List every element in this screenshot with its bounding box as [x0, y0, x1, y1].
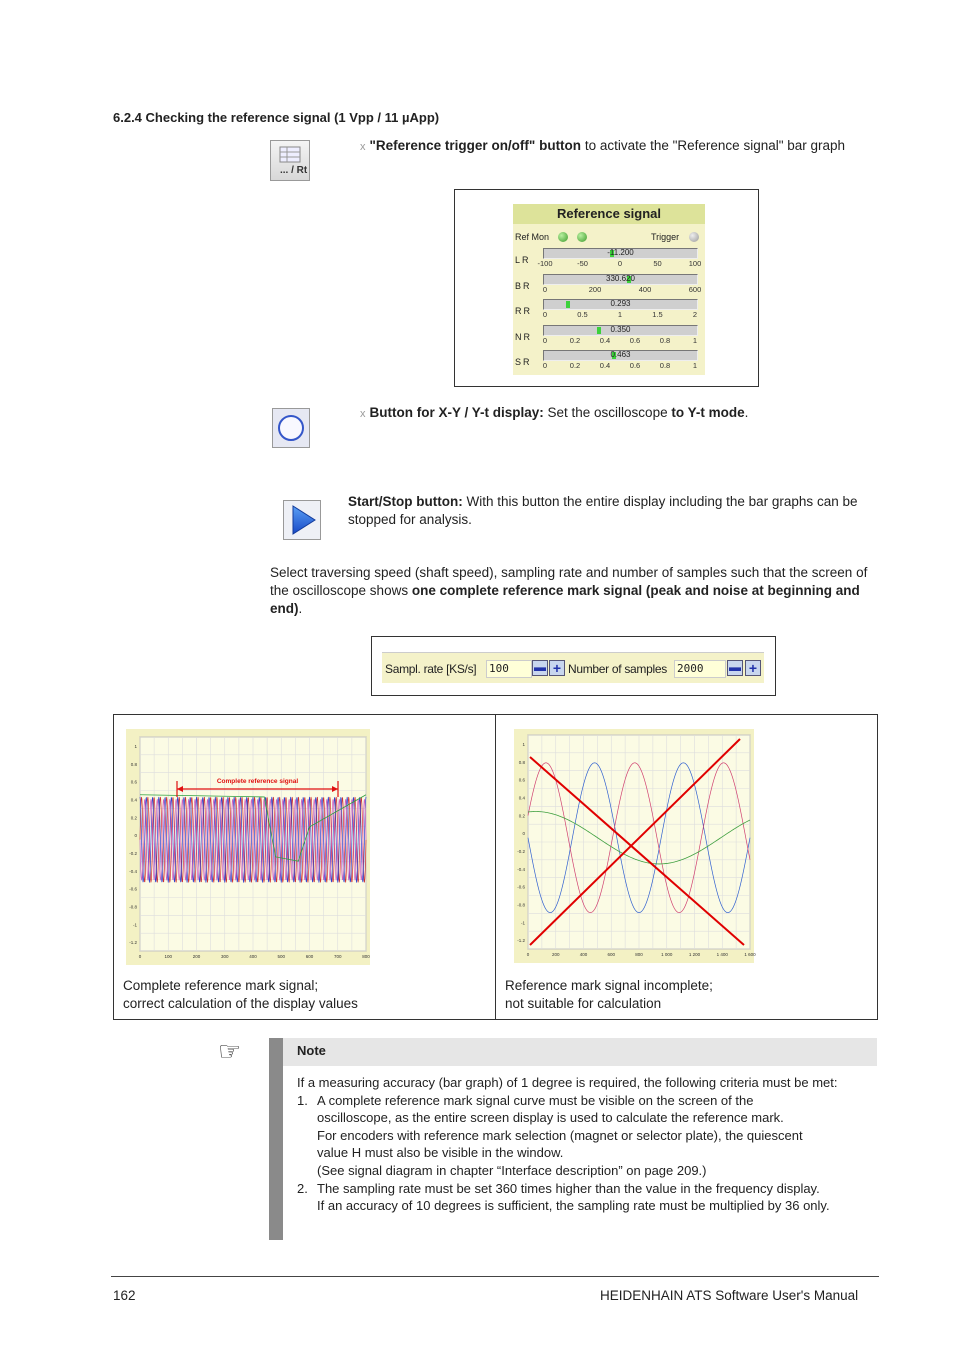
bold-text: Button for X-Y / Y-t display: — [369, 405, 544, 420]
tick-label: 0 — [542, 310, 548, 319]
tick-label: 0.8 — [659, 335, 671, 345]
y-tick-label: -1.2 — [129, 940, 137, 946]
bar-graph — [543, 325, 698, 336]
note-side-bar — [269, 1038, 283, 1240]
x-tick-label: 600 — [305, 954, 314, 959]
bar-graph — [543, 299, 698, 310]
x-tick-label: 600 — [607, 952, 616, 957]
bold-text: one complete reference mark signal (peak and noise at beginning and end) — [270, 583, 860, 616]
incomplete-signal-chart — [514, 729, 754, 963]
panel-title: Reference signal — [513, 204, 705, 224]
y-tick-label: -0.6 — [517, 884, 525, 890]
trigger-label: Trigger — [651, 232, 680, 242]
item-text: If an accuracy of 10 degrees is sufficient, the sampling rate must be multiplied by 36 only. — [317, 1198, 830, 1214]
y-tick-label: 0.4 — [518, 795, 525, 801]
y-tick-label: 0.8 — [130, 761, 137, 767]
item-text: A complete reference mark signal curve must be visible on the screen of the — [317, 1092, 754, 1108]
sample-rate-plus-button[interactable]: + — [549, 660, 565, 676]
start-stop-description — [348, 493, 868, 529]
ref-mon-label: Ref Mon — [515, 232, 550, 242]
x-tick-label: 0 — [526, 952, 530, 957]
item-text: For encoders with reference mark selection (magnet or selector plate), the quiescent — [317, 1127, 803, 1143]
bar-value: 0.463 — [610, 350, 631, 359]
bullet: x — [360, 408, 366, 420]
note-header — [283, 1038, 877, 1066]
figure-table — [113, 714, 878, 1020]
samples-label: Number of samples — [568, 662, 667, 676]
right-caption — [505, 977, 713, 1013]
right-caption-line-1: Reference mark signal incomplete; — [505, 978, 713, 993]
x-tick-label: 800 — [362, 954, 370, 959]
x-tick-label: 200 — [192, 954, 201, 959]
tick-label: 0.8 — [659, 361, 671, 370]
bar-label: RR — [515, 306, 532, 316]
samples-minus-button[interactable]: ▬ — [729, 660, 741, 674]
tick-label: 0 — [542, 335, 548, 345]
text: Set the oscilloscope — [543, 405, 672, 420]
ref-trigger-description — [360, 137, 890, 156]
tick-label: 0 — [542, 361, 548, 370]
play-icon — [283, 500, 321, 540]
tick-label: 1 — [692, 361, 698, 370]
y-tick-label: -0.6 — [129, 886, 137, 892]
sample-rate-minus-button[interactable]: ▬ — [534, 660, 546, 674]
tick-label: 1 — [692, 335, 698, 345]
y-tick-label: 1 — [522, 741, 525, 747]
tick-label: 200 — [588, 284, 602, 294]
tick-label: 1.5 — [652, 310, 663, 319]
y-tick-label: 1 — [134, 743, 137, 749]
y-tick-label: 0.6 — [518, 777, 525, 783]
note-item-2 — [297, 1180, 875, 1215]
y-tick-label: 0.6 — [130, 779, 137, 785]
tick-label: 0.4 — [599, 335, 611, 345]
tick-label: 0.6 — [629, 335, 641, 345]
ref-mon-led-1 — [558, 232, 568, 242]
right-caption-line-2: not suitable for calculation — [505, 996, 662, 1011]
y-tick-label: 0.4 — [130, 797, 137, 803]
bold-text: "Reference trigger on/off" button — [369, 138, 582, 153]
bar-value: 0.293 — [610, 299, 631, 308]
y-tick-label: 0.2 — [518, 813, 525, 819]
reference-trigger-button-icon — [270, 140, 310, 181]
y-tick-label: -0.8 — [129, 904, 137, 910]
trigger-led — [689, 232, 699, 242]
y-tick-label: -0.2 — [129, 850, 137, 856]
bar-label: BR — [515, 280, 532, 291]
bold-text-2: to Y-t mode — [671, 405, 745, 420]
tick-label: 0 — [542, 284, 548, 294]
sample-rate-label: Sampl. rate [KS/s] — [385, 662, 477, 676]
item-text: oscilloscope, as the entire screen display is used to calculate the reference mark. — [317, 1110, 784, 1126]
item-number: 1. — [297, 1092, 308, 1108]
bar-value: 330.620 — [606, 273, 635, 283]
x-tick-label: 1 200 — [688, 952, 701, 957]
x-tick-label: 100 — [164, 954, 173, 959]
text: Select traversing speed (shaft speed), sampling rate and number of samples such that the screen of the oscilloscope shows — [270, 565, 868, 598]
x-tick-label: 400 — [579, 952, 588, 957]
bar-row-rr — [513, 299, 705, 323]
bar-graph — [543, 350, 698, 361]
bar-label: NR — [515, 331, 532, 342]
tick-label: -100 — [537, 259, 553, 268]
sample-rate-input[interactable]: 100 — [486, 660, 532, 678]
select-paragraph — [270, 564, 875, 618]
footer-title: HEIDENHAIN ATS Software User's Manual — [600, 1288, 859, 1303]
bar-label: SR — [515, 357, 532, 367]
footer-rule — [111, 1276, 879, 1277]
complete-signal-chart — [126, 729, 370, 965]
y-tick-label: 0 — [522, 831, 525, 837]
item-number: 2. — [297, 1180, 308, 1196]
item-text: (See signal diagram in chapter “Interface description” on page 209.) — [317, 1162, 707, 1178]
note-intro: If a measuring accuracy (bar graph) of 1 degree is required, the following criteria must be met: — [297, 1075, 838, 1090]
tick-label: 100 — [688, 259, 702, 268]
bar-graph — [543, 248, 698, 259]
y-tick-label: 0.8 — [518, 759, 525, 765]
x-tick-label: 200 — [551, 952, 560, 957]
section-heading: 6.2.4 Checking the reference signal (1 Vpp / 11 µApp) — [113, 110, 440, 125]
bar-row-br — [513, 274, 705, 298]
y-tick-label: -0.4 — [129, 868, 137, 874]
text-end: . — [744, 405, 749, 420]
y-tick-label: -1 — [132, 922, 137, 928]
left-caption — [123, 977, 358, 1013]
table-divider — [495, 715, 496, 1019]
x-tick-label: 0 — [138, 954, 142, 959]
y-tick-label: -1.2 — [517, 938, 525, 944]
text: With this button the entire display including the bar graphs can be stopped for analysis. — [348, 494, 858, 527]
x-tick-label: 1 600 — [744, 952, 756, 957]
bar-graph — [543, 274, 698, 285]
left-caption-line-2: correct calculation of the display values — [123, 996, 358, 1011]
sample-settings-figure — [371, 636, 776, 696]
bar-row-lr — [513, 248, 705, 272]
pointing-hand-icon: ☞ — [218, 1036, 242, 1066]
tick-label: 0.5 — [577, 310, 588, 319]
tick-label: 400 — [638, 284, 652, 294]
tick-label: 0.6 — [629, 361, 641, 370]
samples-plus-button[interactable]: + — [745, 660, 761, 676]
y-tick-label: 0.2 — [130, 815, 137, 821]
y-tick-label: -0.8 — [517, 902, 525, 908]
x-tick-label: 400 — [249, 954, 257, 959]
bar-label: LR — [515, 255, 531, 265]
y-tick-label: -1 — [520, 920, 525, 926]
tick-label: 600 — [688, 284, 702, 294]
bar-row-nr — [513, 325, 705, 349]
tick-label: 0.4 — [599, 361, 611, 370]
text: to activate the "Reference signal" bar graph — [581, 138, 846, 153]
x-tick-label: 700 — [333, 954, 342, 959]
tick-label: 1 — [617, 310, 623, 319]
bar-value: -11.200 — [607, 248, 634, 257]
sample-settings-bar — [382, 652, 764, 683]
reference-signal-figure — [454, 189, 759, 387]
y-tick-label: 0 — [134, 833, 137, 839]
tick-label: 0.2 — [569, 335, 581, 345]
tick-label: -50 — [577, 259, 588, 268]
bar-row-sr — [513, 350, 705, 374]
samples-input[interactable]: 2000 — [674, 660, 726, 678]
ref-mon-led-2 — [577, 232, 587, 242]
span-annotation: Complete reference signal — [216, 778, 299, 785]
item-text: value H must also be visible in the window. — [317, 1145, 564, 1161]
bullet: x — [360, 141, 366, 153]
note-heading: Note — [297, 1043, 326, 1058]
tick-label: 50 — [653, 259, 662, 268]
icon-label: ... / Rt — [280, 165, 308, 176]
text-end: . — [298, 601, 303, 616]
x-tick-label: 300 — [220, 954, 229, 959]
reference-signal-panel — [513, 204, 705, 375]
y-tick-label: -0.2 — [517, 848, 525, 854]
tick-label: 2 — [692, 310, 698, 319]
xy-yt-button-icon — [272, 408, 310, 448]
tick-label: 0 — [617, 259, 623, 268]
x-tick-label: 500 — [277, 954, 286, 959]
tick-label: 0.2 — [569, 361, 581, 370]
x-tick-label: 1 000 — [661, 952, 673, 957]
bold-text: Start/Stop button: — [348, 494, 463, 509]
xy-button-description — [360, 404, 890, 423]
note-body — [297, 1074, 875, 1215]
x-tick-label: 800 — [635, 952, 643, 957]
note-item-1 — [297, 1092, 875, 1180]
y-tick-label: -0.4 — [517, 866, 525, 872]
item-text: The sampling rate must be set 360 times higher than the value in the frequency display. — [317, 1180, 820, 1196]
left-caption-line-1: Complete reference mark signal; — [123, 978, 319, 993]
bar-value: 0.350 — [610, 324, 631, 334]
x-tick-label: 1 400 — [716, 952, 728, 957]
page-number: 162 — [113, 1288, 136, 1303]
